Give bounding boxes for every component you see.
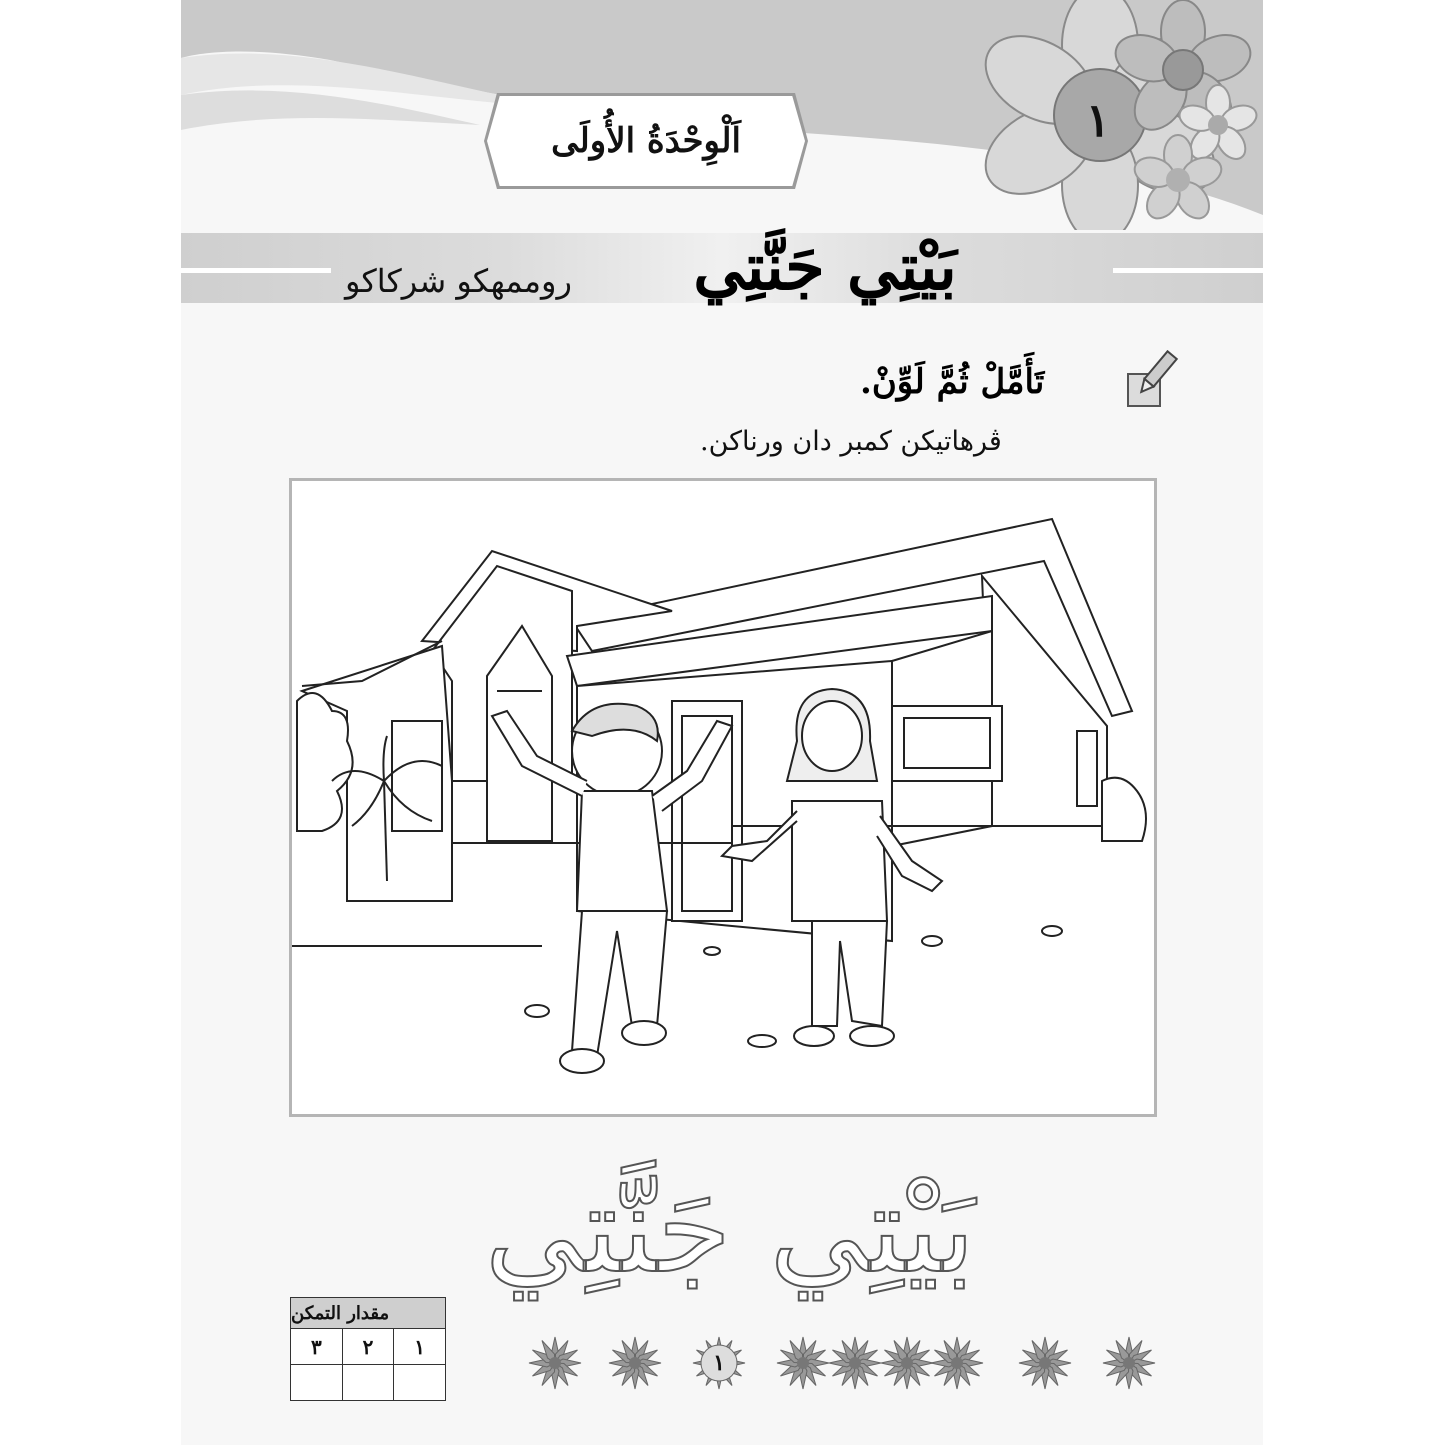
mastery-checkbox-row — [291, 1365, 445, 1400]
instruction-arabic: تَأَمَّلْ ثُمَّ لَوِّنْ. — [860, 362, 1045, 402]
mastery-checkbox-2[interactable] — [342, 1365, 394, 1400]
page-number: ١ — [713, 1350, 725, 1376]
flower-cluster-decoration — [818, 0, 1263, 230]
mastery-title: مقدار التمكن — [291, 1298, 445, 1329]
mastery-checkbox-3[interactable] — [291, 1365, 342, 1400]
tracing-text-outline: بَيْتِي جَنَّتِي — [484, 1160, 976, 1300]
instruction-jawi: ڤرهاتيكن كمبر دان ورناكن. — [700, 425, 1002, 457]
band-line-right — [1113, 268, 1263, 273]
mastery-level-2: ٢ — [342, 1329, 394, 1364]
mastery-level-table — [290, 1297, 446, 1401]
mastery-level-row — [291, 1329, 445, 1365]
coloring-picture-frame — [289, 478, 1157, 1117]
pencil-icon — [1124, 350, 1184, 410]
band-line-left — [181, 268, 331, 273]
unit-number: ١ — [1085, 93, 1111, 147]
mastery-level-3: ٣ — [310, 1334, 322, 1359]
mastery-checkbox-1[interactable] — [393, 1365, 445, 1400]
lesson-subtitle-jawi: روممهكو شركاكو — [345, 262, 572, 300]
lesson-title: بَيْتِي جَنَّتِي — [693, 229, 957, 305]
unit-title: اَلْوِحْدَةُ الأُولَى — [551, 121, 741, 161]
house-children-illustration — [292, 481, 1154, 1114]
footer-flowers-decoration — [525, 1325, 1165, 1405]
mastery-level-1: ١ — [393, 1329, 445, 1364]
